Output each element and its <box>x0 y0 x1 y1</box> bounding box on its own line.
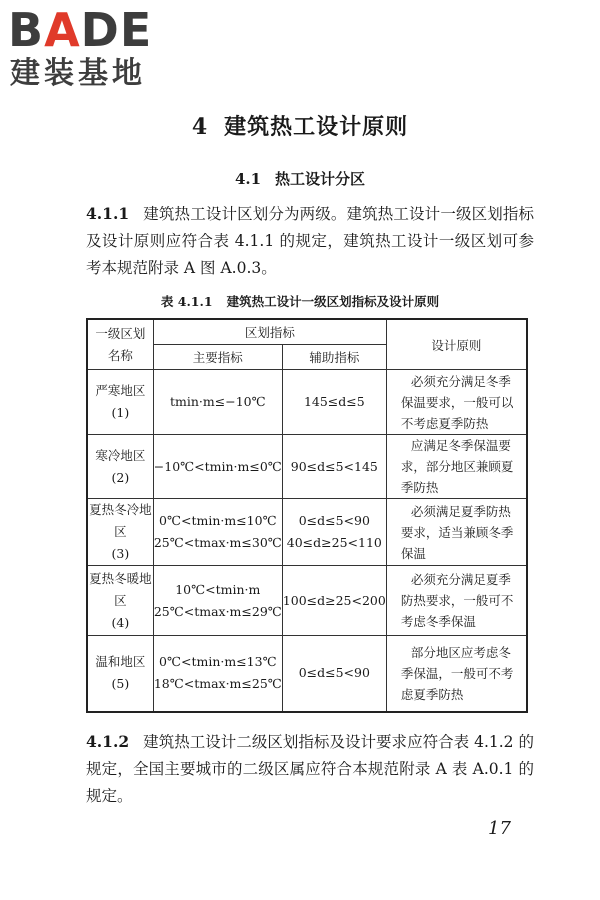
section-title-text: 热工设计分区 <box>275 170 366 188</box>
principle-cell: 必须充分满足夏季防热要求，一般可不考虑冬季保温 <box>386 566 527 636</box>
bade-logo <box>8 4 183 96</box>
clause-text: 建筑热工设计区划分为两级。建筑热工设计一级区划指标及设计原则应符合表 4.1.1 的规定，建筑热工设计一级区划可参考本规范附录 A 图 A.0.3。 <box>86 205 534 277</box>
header-principle: 设计原则 <box>386 319 527 370</box>
auxiliary-indicator-cell: 100≤d≥25<200 <box>282 566 386 636</box>
table-caption <box>0 292 600 310</box>
auxiliary-indicator-cell: 90≤d≤5<145 <box>282 435 386 499</box>
zone-name-cell: 寒冷地区 (2) <box>87 435 153 499</box>
principle-cell: 必须满足夏季防热要求，适当兼顾冬季保温 <box>386 499 527 566</box>
header-auxiliary: 辅助指标 <box>282 345 386 370</box>
clause-text: 建筑热工设计二级区划指标及设计要求应符合表 4.1.2 的规定，全国主要城市的二级区属应符合本规范附录 A 表 A.0.1 的规定。 <box>86 733 534 805</box>
primary-indicator-cell: −10℃<tmin·m≤0℃ <box>153 435 282 499</box>
table-row <box>87 499 527 566</box>
zone-name-cell: 夏热冬冷地区 (3) <box>87 499 153 566</box>
principle-cell: 必须充分满足冬季保温要求，一般可以不考虑夏季防热 <box>386 370 527 435</box>
section-number: 4.1 <box>234 170 262 188</box>
logo-subtitle: 建装基地 <box>10 56 146 91</box>
chapter-number: 4 <box>191 114 209 140</box>
header-zone-name: 一级区划 名称 <box>87 319 153 370</box>
primary-indicator-cell: 0℃<tmin·m≤13℃ 18℃<tmax·m≤25℃ <box>153 636 282 712</box>
zone-name-cell: 温和地区 (5) <box>87 636 153 712</box>
clause-4-1-1 <box>86 200 534 282</box>
table-row <box>87 566 527 636</box>
page-number: 17 <box>488 818 511 839</box>
table-row <box>87 370 527 435</box>
section-title <box>0 168 600 189</box>
principle-cell: 部分地区应考虑冬季保温，一般可不考虑夏季防热 <box>386 636 527 712</box>
climate-zone-table <box>86 318 528 713</box>
table-row <box>87 636 527 712</box>
header-primary: 主要指标 <box>153 345 282 370</box>
table-row <box>87 435 527 499</box>
auxiliary-indicator-cell: 145≤d≤5 <box>282 370 386 435</box>
logo-wordmark: BADE <box>8 3 153 57</box>
auxiliary-indicator-cell: 0≤d≤5<90 <box>282 636 386 712</box>
table-number: 表 4.1.1 <box>160 294 213 309</box>
clause-number: 4.1.1 <box>86 204 130 223</box>
table-title: 建筑热工设计一级区划指标及设计原则 <box>226 294 440 309</box>
principle-cell: 应满足冬季保温要求，部分地区兼顾夏季防热 <box>386 435 527 499</box>
clause-4-1-2 <box>86 728 534 810</box>
primary-indicator-cell: tmin·m≤−10℃ <box>153 370 282 435</box>
clause-number: 4.1.2 <box>86 732 130 751</box>
header-indicator: 区划指标 <box>153 319 386 345</box>
zone-name-cell: 严寒地区 (1) <box>87 370 153 435</box>
auxiliary-indicator-cell: 0≤d≤5<90 40≤d≥25<110 <box>282 499 386 566</box>
primary-indicator-cell: 10℃<tmin·m 25℃<tmax·m≤29℃ <box>153 566 282 636</box>
primary-indicator-cell: 0℃<tmin·m≤10℃ 25℃<tmax·m≤30℃ <box>153 499 282 566</box>
zone-name-cell: 夏热冬暖地区 (4) <box>87 566 153 636</box>
chapter-title-text: 建筑热工设计原则 <box>224 114 409 140</box>
chapter-title <box>0 110 600 141</box>
